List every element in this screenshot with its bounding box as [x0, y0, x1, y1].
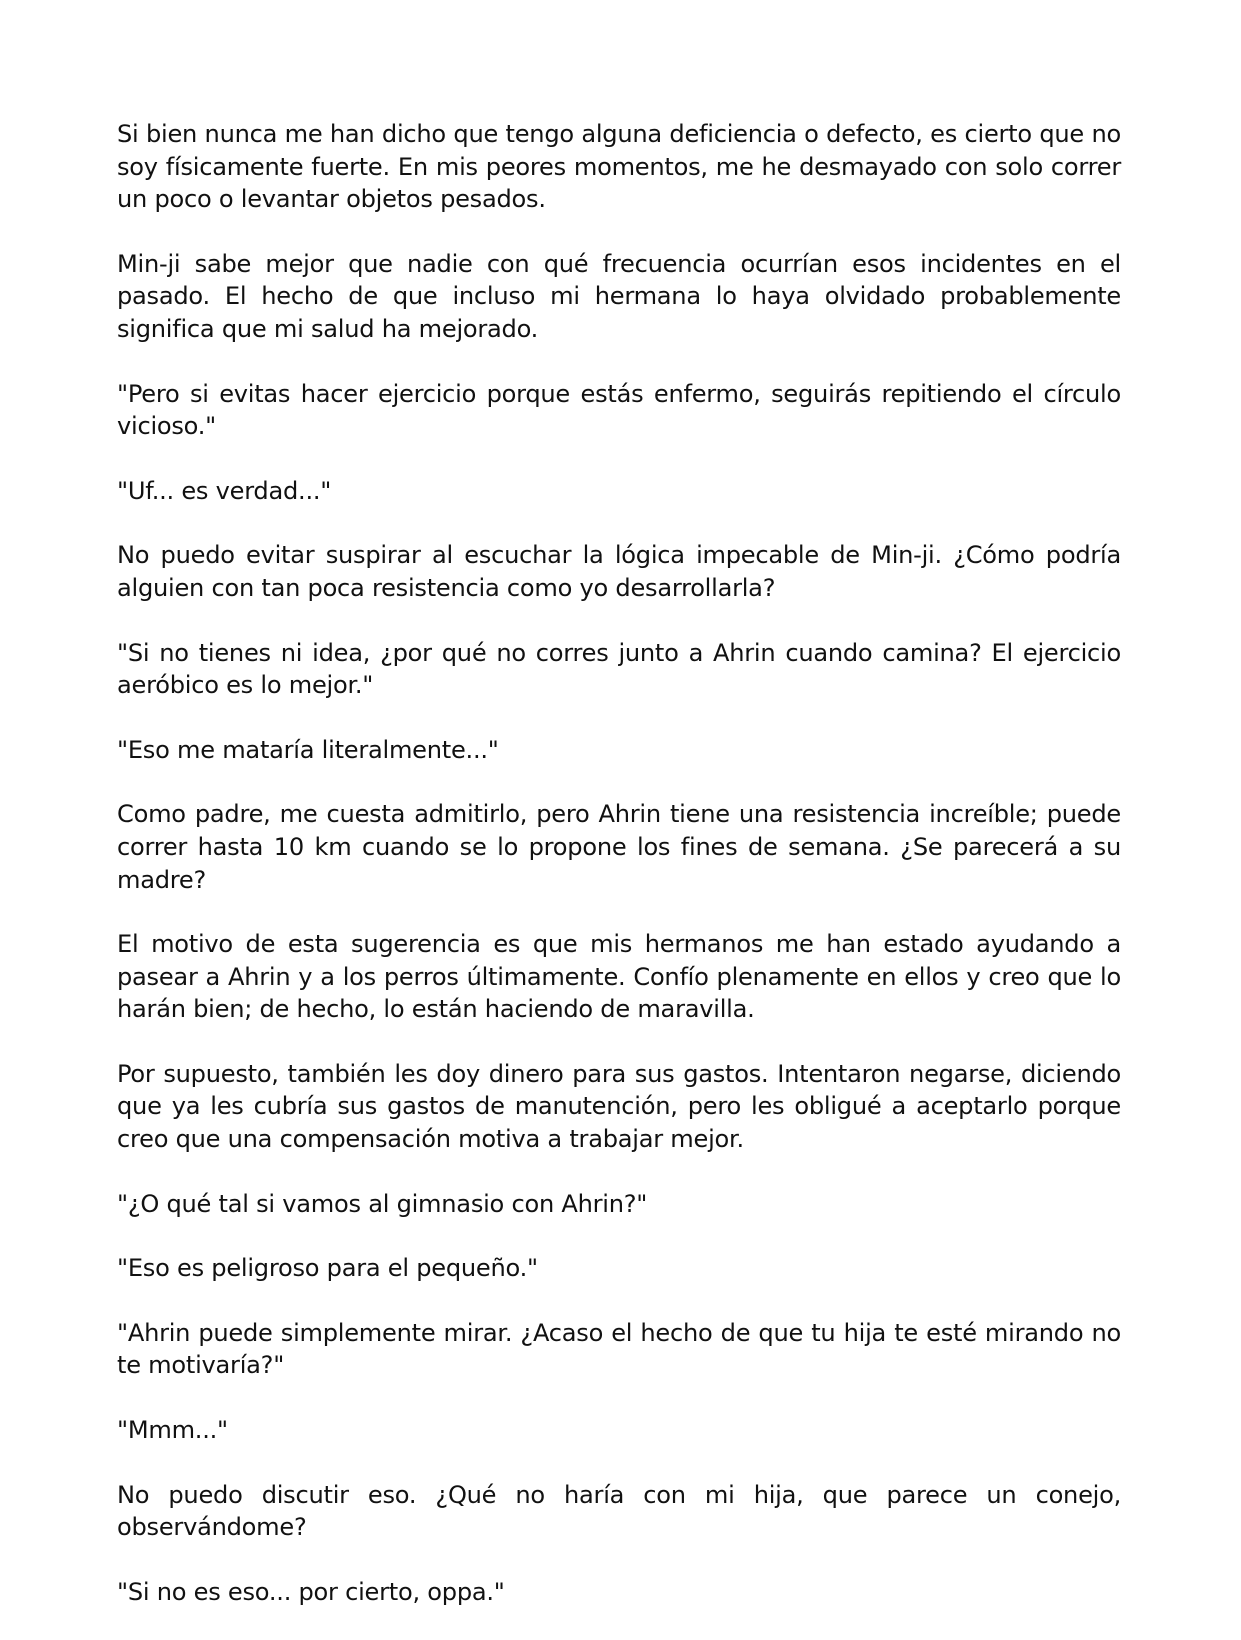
dialogue-line: "Mmm..."	[117, 1416, 228, 1445]
dialogue-line: "Eso es peligroso para el pequeño."	[117, 1254, 538, 1283]
paragraph: No puedo discutir eso. ¿Qué no haría con mi hija, que parece un conejo, observándome?	[117, 1480, 1121, 1542]
dialogue-line: "Uf... es verdad..."	[117, 476, 332, 505]
paragraph: El motivo de esta sugerencia es que mis hermanos me han estado ayudando a pasear a Ahrin y a los perros últimamente. Confío plenamente en ellos y creo que lo harán bien; de hecho, lo están haciendo de maravilla.	[117, 930, 1121, 1024]
dialogue-line: "Eso me mataría literalmente..."	[117, 735, 499, 764]
paragraph: Si bien nunca me han dicho que tengo alguna deficiencia o defecto, es cierto que no soy físicamente fuerte. En mis peores momentos, me he desmayado con solo correr un poco o levantar objetos pesados.	[117, 120, 1121, 214]
paragraph: Como padre, me cuesta admitirlo, pero Ahrin tiene una resistencia increíble; puede correr hasta 10 km cuando se lo propone los fines de semana. ¿Se parecerá a su madre?	[117, 800, 1121, 894]
dialogue-line: "Ahrin puede simplemente mirar. ¿Acaso el hecho de que tu hija te esté mirando no te motivaría?"	[117, 1318, 1121, 1380]
dialogue-line: "Pero si evitas hacer ejercicio porque estás enfermo, seguirás repitiendo el círculo vicioso."	[117, 379, 1121, 441]
paragraph: Por supuesto, también les doy dinero para sus gastos. Intentaron negarse, diciendo que ya les cubría sus gastos de manutención, pero les obligué a aceptarlo porque creo que una compensación motiva a trabajar mejor.	[117, 1059, 1121, 1154]
paragraph: No puedo evitar suspirar al escuchar la lógica impecable de Min-ji. ¿Cómo podría alguien con tan poca resistencia como yo desarrollarla?	[117, 541, 1121, 602]
dialogue-line: "Si no tienes ni idea, ¿por qué no corres junto a Ahrin cuando camina? El ejercicio aeróbico es lo mejor."	[117, 638, 1121, 700]
dialogue-line: "Si no es eso... por cierto, oppa."	[117, 1577, 505, 1606]
document-page	[117, 118, 1121, 1640]
dialogue-line: "¿O qué tal si vamos al gimnasio con Ahrin?"	[117, 1189, 648, 1218]
paragraph: Min-ji sabe mejor que nadie con qué frecuencia ocurrían esos incidentes en el pasado. El hecho de que incluso mi hermana lo haya olvidado probablemente significa que mi salud ha mejorado.	[117, 249, 1121, 343]
